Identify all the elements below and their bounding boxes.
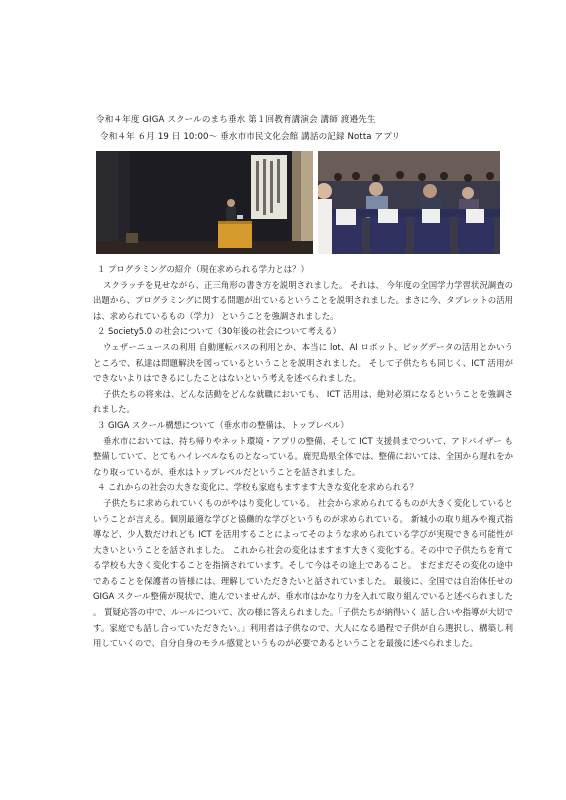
document-header (96, 112, 516, 146)
section-4-heading: ４ これからの社会の大きな変化に、学校も家庭もますます大きな変化を求められる？ (97, 482, 418, 493)
section-2-paragraph-2: 子供たちの将来は、どんな活動をどんな就職においても、 ICT 活用は、絶対必須になるということを強調されました。 (93, 388, 513, 415)
photo-strip (96, 151, 500, 254)
audience-image (318, 151, 500, 254)
section-3-heading: ３ GIGA スクール構想について（垂水市の整備は、トップレベル） (97, 419, 349, 430)
header-title: 令和４年度 GIGA スクールのまち垂水 第１回教育講演会 講師 渡邉先生 (96, 115, 376, 125)
audience-photo (318, 151, 500, 254)
document-body (93, 262, 513, 652)
section-1-heading: １ プログラミングの紹介（現在求められる学力とは？） (97, 264, 309, 274)
header-date-venue: 令和４年 ６月 19 日 10:00～ 垂水市市民文化会館 講話の記録 Notta アプリ (100, 132, 401, 142)
lecture-stage-image (96, 151, 313, 254)
section-2-paragraph-1: ウェザーニュースの利用 自動運転バスの利用とか、本当に lot、AI ロボット、ビッグデータの活用とかいうところで、私達は問題解決を図っているということを説明されました。 そして子供たちも同じく、ICT 活用ができないよりはできるにしたことはないという考えを述べられました。 (93, 341, 513, 384)
section-2-heading: ２ Society5.0 の社会について（30年後の社会について考える） (97, 326, 341, 337)
lecture-stage-photo (96, 151, 313, 254)
section-4-paragraph-1: 子供たちに求められていくものがやはり変化している。 社会から求められてるものが大きく変化しているということが言える。個別最適な学びと協働的な学びというものが求められている。 新城小の取り組みや複式指導など、少人数だけれども ICT を活用することによってそのような求められている学びが実現できる可能性が大きいということを話されました。 これから社会の変化はますます大きく変化する。その中で子供たちを育てる学校も大きく変化することを指摘されています。そして今はその途上であること。 まだまだその変化の途中であることを保護者の皆様には、理解していただきたいと話されていました。 最後に、全国では自治体任せの GIGA スクール整備が現状で、進んでいませんが、垂水市はかなり力を入れて取り組んでいると述べられました。 質疑応答の中で、ルールについて、次の様に答えられました。「子供たちが納得いく 話し合いや指導が大切です。家庭でも話し合っていただきたい。」利用者は子供なので、大人になる過程で子供が自ら選択し、構築し利用していくので、自分自身のモラル感覚というものが必要であるということを最後に述べられました。 (93, 497, 513, 649)
section-1-paragraph-1: スクラッチを見せながら、正三角形の書き方を説明されました。 それは、 今年度の全国学力学習状況調査の出題から、プログラミングに関する問題が出ているということを説明されました。まさに今、タブレットの活用は、求められているもの（学力） ということを強調されました。 (93, 279, 513, 321)
section-3-paragraph-1: 垂水市においては、持ち帰りやネット環境・アプリの整備、そして ICT 支援員までついて、アドバイザー も整備していて、とてもハイレベルなものとなっている。鹿児島県全体では、整備においては、全国から遅れをかなり取っているが、垂水はトップレベルだということを話されました。 (93, 435, 513, 477)
